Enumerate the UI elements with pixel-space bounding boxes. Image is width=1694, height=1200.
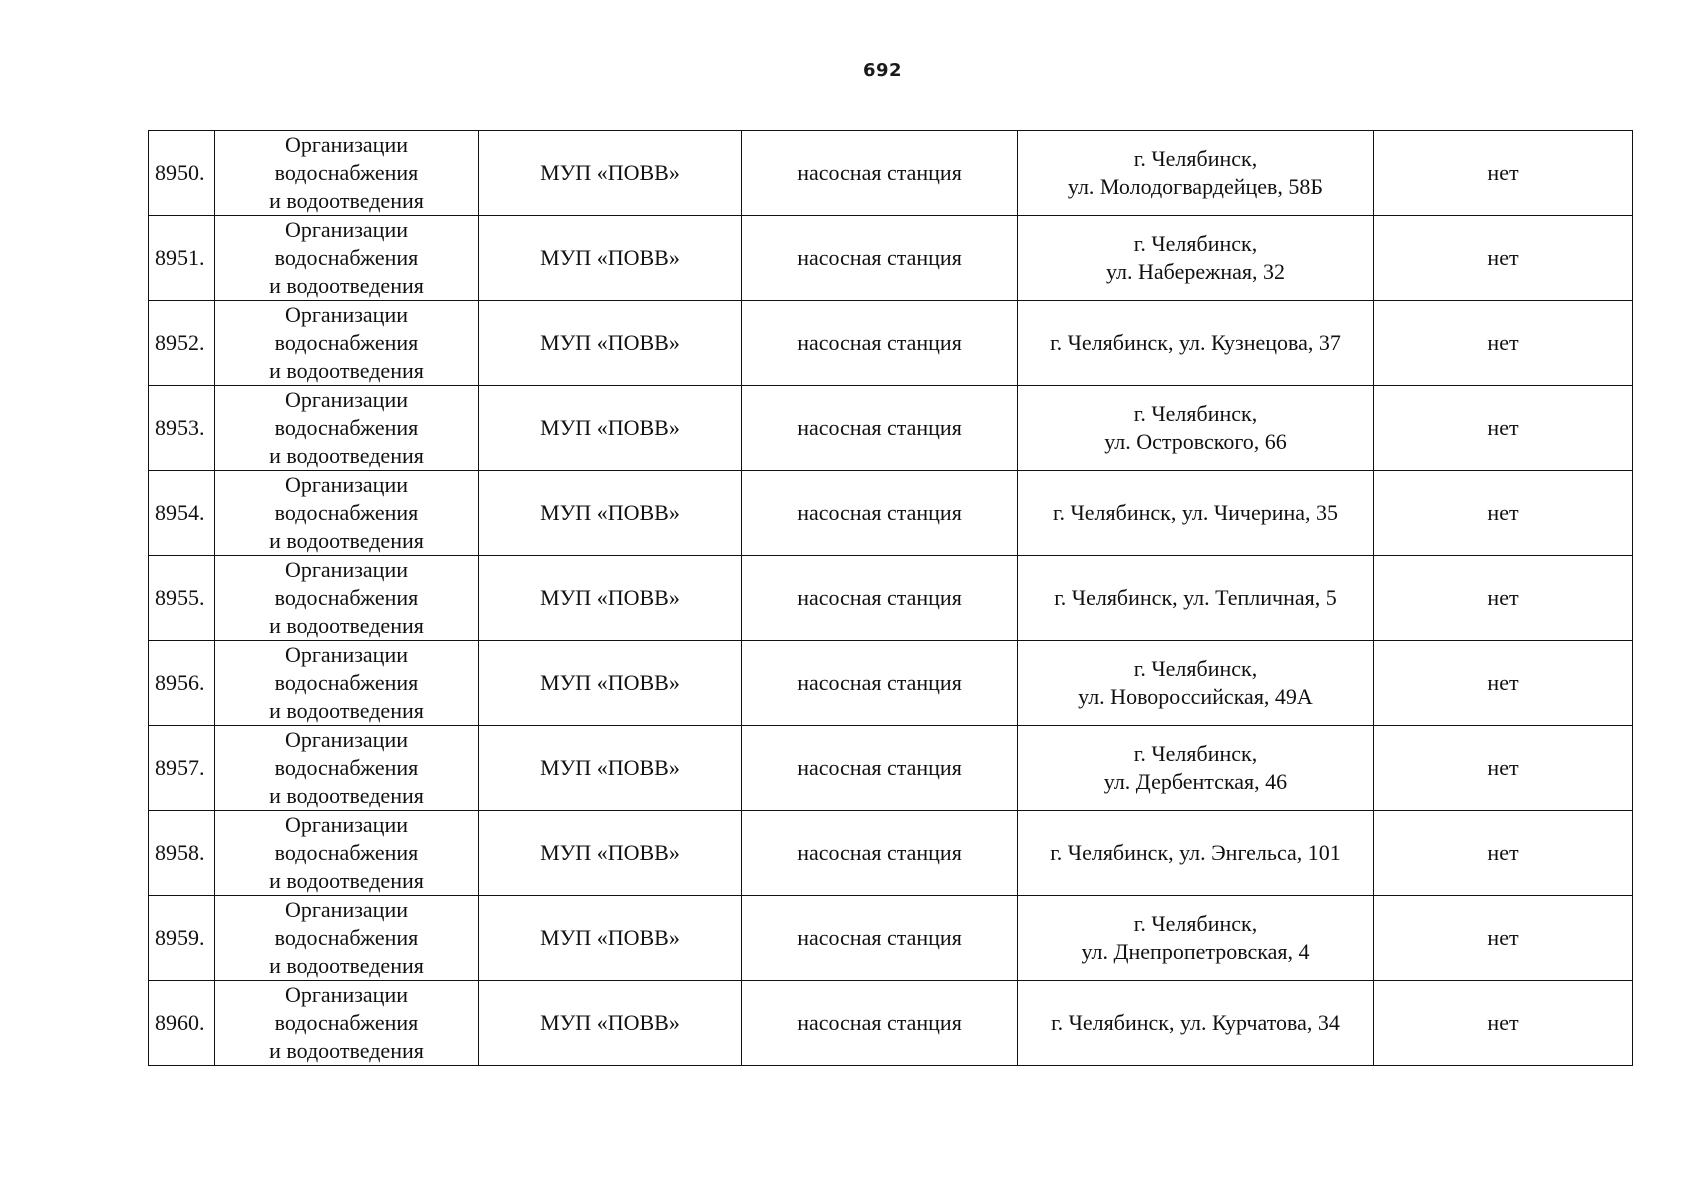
address-cell — [1018, 896, 1374, 981]
organization-type-line: водоснабжения — [274, 840, 419, 865]
table-row — [149, 301, 1633, 386]
table-row — [149, 811, 1633, 896]
organization-type-line: и водоотведения — [269, 188, 424, 213]
organization-type-cell — [215, 641, 479, 726]
row-number-cell: 8955. — [149, 556, 215, 641]
table-row — [149, 131, 1633, 216]
note-cell: нет — [1374, 131, 1633, 216]
address-cell — [1018, 641, 1374, 726]
organization-type-line: Организации — [285, 897, 408, 922]
organization-type-cell — [215, 386, 479, 471]
registry-table — [148, 130, 1633, 1066]
organization-type-line: водоснабжения — [274, 415, 419, 440]
organization-type-line: водоснабжения — [274, 160, 419, 185]
address-line: ул. Молодогвардейцев, 58Б — [1067, 174, 1324, 199]
row-number-cell: 8959. — [149, 896, 215, 981]
organization-name-cell: МУП «ПОВВ» — [479, 301, 742, 386]
organization-type-line: Организации — [285, 557, 408, 582]
table-row — [149, 641, 1633, 726]
object-type-cell: насосная станция — [742, 811, 1018, 896]
organization-type-line: Организации — [285, 132, 408, 157]
object-type-cell: насосная станция — [742, 726, 1018, 811]
organization-type-cell — [215, 811, 479, 896]
address-line: г. Челябинск, — [1133, 741, 1258, 766]
organization-type-line: водоснабжения — [274, 755, 419, 780]
table-row — [149, 896, 1633, 981]
object-type-cell: насосная станция — [742, 471, 1018, 556]
address-line: ул. Новороссийская, 49А — [1078, 684, 1313, 709]
organization-type-line: Организации — [285, 217, 408, 242]
note-cell: нет — [1374, 386, 1633, 471]
organization-type-line: водоснабжения — [274, 585, 419, 610]
table-row — [149, 471, 1633, 556]
organization-type-line: водоснабжения — [274, 1010, 419, 1035]
address-line: ул. Дербентская, 46 — [1103, 769, 1288, 794]
organization-type-cell — [215, 896, 479, 981]
row-number-cell: 8954. — [149, 471, 215, 556]
object-type-cell: насосная станция — [742, 556, 1018, 641]
address-cell — [1018, 556, 1374, 641]
row-number-cell: 8957. — [149, 726, 215, 811]
note-cell: нет — [1374, 216, 1633, 301]
note-cell: нет — [1374, 811, 1633, 896]
table-row — [149, 386, 1633, 471]
table-row — [149, 216, 1633, 301]
organization-name-cell: МУП «ПОВВ» — [479, 471, 742, 556]
organization-name-cell: МУП «ПОВВ» — [479, 641, 742, 726]
note-cell: нет — [1374, 471, 1633, 556]
organization-type-line: водоснабжения — [274, 670, 419, 695]
organization-type-line: и водоотведения — [269, 868, 424, 893]
object-type-cell: насосная станция — [742, 131, 1018, 216]
organization-type-cell — [215, 981, 479, 1066]
organization-name-cell: МУП «ПОВВ» — [479, 896, 742, 981]
address-line: г. Челябинск, ул. Кузнецова, 37 — [1050, 330, 1341, 355]
organization-name-cell: МУП «ПОВВ» — [479, 726, 742, 811]
note-cell: нет — [1374, 641, 1633, 726]
note-cell: нет — [1374, 896, 1633, 981]
organization-type-line: Организации — [285, 302, 408, 327]
organization-type-line: водоснабжения — [274, 500, 419, 525]
note-cell: нет — [1374, 981, 1633, 1066]
organization-name-cell: МУП «ПОВВ» — [479, 556, 742, 641]
address-cell — [1018, 726, 1374, 811]
address-line: г. Челябинск, — [1133, 911, 1258, 936]
row-number-cell: 8956. — [149, 641, 215, 726]
organization-type-line: и водоотведения — [269, 528, 424, 553]
organization-type-line: и водоотведения — [269, 613, 424, 638]
organization-type-line: и водоотведения — [269, 443, 424, 468]
address-line: г. Челябинск, ул. Чичерина, 35 — [1052, 500, 1339, 525]
address-line: г. Челябинск, — [1133, 231, 1258, 256]
organization-type-cell — [215, 471, 479, 556]
address-cell — [1018, 216, 1374, 301]
row-number-cell: 8951. — [149, 216, 215, 301]
address-cell — [1018, 386, 1374, 471]
note-cell: нет — [1374, 556, 1633, 641]
address-line: ул. Днепропетровская, 4 — [1081, 939, 1310, 964]
address-line: г. Челябинск, ул. Тепличная, 5 — [1054, 585, 1337, 610]
organization-type-line: Организации — [285, 387, 408, 412]
organization-type-line: и водоотведения — [269, 698, 424, 723]
address-line: г. Челябинск, — [1133, 401, 1258, 426]
row-number-cell: 8953. — [149, 386, 215, 471]
address-cell — [1018, 811, 1374, 896]
organization-type-line: Организации — [285, 642, 408, 667]
organization-name-cell: МУП «ПОВВ» — [479, 981, 742, 1066]
address-line: г. Челябинск, — [1133, 146, 1258, 171]
organization-type-line: Организации — [285, 982, 408, 1007]
row-number-cell: 8952. — [149, 301, 215, 386]
address-cell — [1018, 981, 1374, 1066]
organization-name-cell: МУП «ПОВВ» — [479, 811, 742, 896]
organization-type-cell — [215, 216, 479, 301]
object-type-cell: насосная станция — [742, 981, 1018, 1066]
object-type-cell: насосная станция — [742, 896, 1018, 981]
organization-type-line: и водоотведения — [269, 783, 424, 808]
object-type-cell: насосная станция — [742, 301, 1018, 386]
organization-type-line: Организации — [285, 812, 408, 837]
table-row — [149, 726, 1633, 811]
address-cell — [1018, 301, 1374, 386]
row-number-cell: 8958. — [149, 811, 215, 896]
note-cell: нет — [1374, 301, 1633, 386]
organization-type-line: и водоотведения — [269, 273, 424, 298]
row-number-cell: 8960. — [149, 981, 215, 1066]
note-cell: нет — [1374, 726, 1633, 811]
object-type-cell: насосная станция — [742, 216, 1018, 301]
address-line: ул. Набережная, 32 — [1106, 259, 1285, 284]
organization-type-cell — [215, 726, 479, 811]
registry-body — [149, 131, 1633, 1066]
organization-type-line: и водоотведения — [269, 358, 424, 383]
organization-type-line: водоснабжения — [274, 245, 419, 270]
table-row — [149, 981, 1633, 1066]
organization-name-cell: МУП «ПОВВ» — [479, 386, 742, 471]
row-number-cell: 8950. — [149, 131, 215, 216]
address-cell — [1018, 131, 1374, 216]
organization-type-line: и водоотведения — [269, 1038, 424, 1063]
organization-type-line: и водоотведения — [269, 953, 424, 978]
object-type-cell: насосная станция — [742, 641, 1018, 726]
address-line: г. Челябинск, ул. Курчатова, 34 — [1051, 1010, 1340, 1035]
organization-type-line: водоснабжения — [274, 330, 419, 355]
address-line: г. Челябинск, ул. Энгельса, 101 — [1050, 840, 1341, 865]
address-line: ул. Островского, 66 — [1104, 429, 1287, 454]
organization-type-cell — [215, 556, 479, 641]
organization-name-cell: МУП «ПОВВ» — [479, 131, 742, 216]
organization-type-line: водоснабжения — [274, 925, 419, 950]
organization-type-cell — [215, 301, 479, 386]
organization-name-cell: МУП «ПОВВ» — [479, 216, 742, 301]
organization-type-line: Организации — [285, 472, 408, 497]
address-cell — [1018, 471, 1374, 556]
organization-type-line: Организации — [285, 727, 408, 752]
page-number: 692 — [862, 60, 903, 81]
organization-type-cell — [215, 131, 479, 216]
address-line: г. Челябинск, — [1133, 656, 1258, 681]
table-row — [149, 556, 1633, 641]
object-type-cell: насосная станция — [742, 386, 1018, 471]
